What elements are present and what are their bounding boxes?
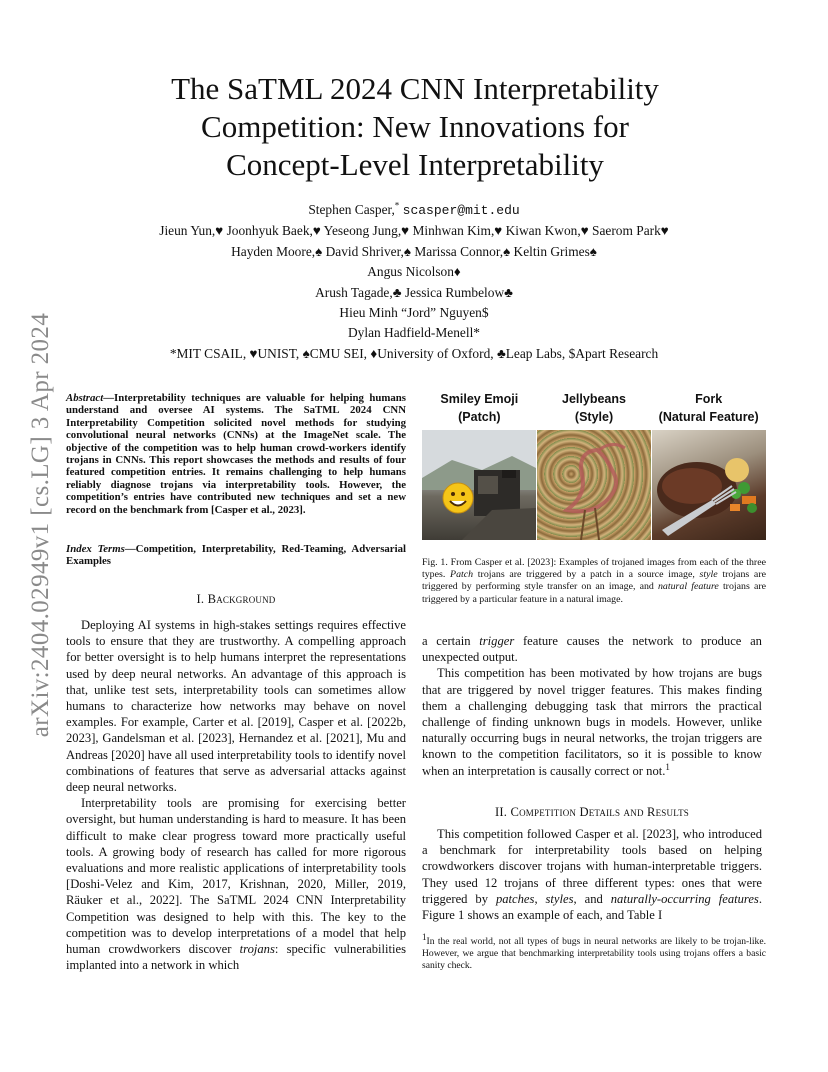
paragraph: This competition has been motivated by how trojans are bugs that are triggered by novel trigger features. This makes finding them a challenging debugging task that mirrors the practical challenge of finding unknown bugs in models. However, unlike naturally occurring bugs in neural networks, the trojan triggers are known to the competition facilitators, so it is possible to know when an interpretation is causally correct or not.$^1$	[422, 666, 762, 778]
figure-label-natural: Fork (Natural Feature)	[658, 392, 759, 424]
title-line: Competition: New Innovations for	[201, 109, 629, 144]
title-line: Concept-Level Interpretability	[226, 147, 604, 182]
index-terms-text: —Competition, Interpretability, Red-Teaming, Adversarial Examples	[66, 543, 406, 568]
section-heading: II. Competition Details and Results	[495, 805, 689, 819]
section-heading: I. Background	[196, 592, 276, 606]
figure-caption: Fig. 1. From Casper et al. [2023]: Examples of trojaned images from each of the three types. Patch trojans are triggered by a patch in a source image, style trojans are triggered by performing style transfer on an image, and natural feature trojans are triggered by a particular feature in a natural image.	[422, 557, 767, 605]
abstract-label: Abstract	[66, 392, 104, 404]
author-line: Hieu Minh “Jord” Nguyen$	[339, 305, 489, 321]
figure-images	[422, 430, 766, 540]
paragraph: a certain trigger feature causes the network to produce an unexpected output.	[422, 634, 762, 665]
paragraph: Deploying AI systems in high-stakes settings requires effective tools to ensure that they are trustworthy. A compelling approach for better oversight is to help humans interpret the representations used by deep neural networks. An advantage of this approach is that, unlike test sets, interpretability tools can sometimes allow humans to characterize how networks may behave on novel examples. For example, Carter et al. [2019], Casper et al. [2022b, 2023], Gandelsman et al. [2023], Hernandez et al. [2021], Mu and Andreas [2020] have all used interpretability tools to identify novel combinations of features that serve as adversarial attacks against deep neural networks.	[66, 618, 406, 795]
author-line: Dylan Hadfield-Menell*	[347, 325, 480, 341]
figure-label-style: Jellybeans (Style)	[562, 392, 626, 424]
title-line: The SaTML 2024 CNN Interpretability	[171, 71, 659, 106]
author-line: Stephen Casper,* scasper@mit.edu	[308, 200, 520, 218]
affiliations: *MIT CSAIL, ♥UNIST, ♠CMU SEI, ♦University of Oxford, ♣Leap Labs, $Apart Research	[169, 345, 659, 361]
author-line: Arush Tagade,♣ Jessica Rumbelow♣	[315, 284, 513, 300]
author-block	[80, 200, 748, 364]
right-body-text-2	[422, 826, 762, 923]
footnote-number: 1	[422, 931, 427, 942]
footnote-text: In the real world, not all types of bugs in neural networks are likely to be trojan-like. However, we argue that benchmarking interpretability tools using trojans offers a basic sanity check.	[422, 936, 766, 971]
paper-title	[120, 70, 710, 184]
author-line: Hayden Moore,♠ David Shriver,♠ Marissa Connor,♠ Keltin Grimes♠	[231, 243, 597, 259]
author-line: Jieun Yun,♥ Joonhyuk Baek,♥ Yeseong Jung,♥ Minhwan Kim,♥ Kiwan Kwon,♥ Saerom Park♥	[159, 223, 669, 239]
footnote-mark[interactable]: 1	[665, 761, 670, 772]
left-body-text	[66, 617, 406, 973]
author-email[interactable]: scasper@mit.edu	[402, 203, 520, 218]
paragraph: This competition followed Casper et al. [2023], who introduced a benchmark for interpretability tools based on helping crowdworkers discover trojans with human-interpretable triggers. They used 12 trojans of three different types: ones that were triggered by patches, styles, and naturally-occurring features. Figure 1 shows an example of each, and Table I	[422, 827, 762, 923]
arxiv-watermark: arXiv:2404.02949v1 [cs.LG] 3 Apr 2024	[27, 312, 54, 738]
figure-label-patch: Smiley Emoji (Patch)	[440, 392, 519, 424]
index-terms	[66, 543, 406, 568]
figure-labels	[422, 390, 766, 426]
abstract-text: —Interpretability techniques are valuable for helping humans understand and oversee AI systems. The SaTML 2024 CNN Interpretability Competition solicited novel methods for studying convolutional neural networks (CNNs) at the ImageNet scale. The objective of the competition was to help human crowd-workers identify trojans in CNNs. This report showcases the methods and results of four featured competition entries. It remains challenging to help humans reliably diagnose trojans via interpretability tools. However, the competition’s entries have contributed new techniques and set a new record on the benchmark from [Casper et al., 2023].	[66, 392, 406, 516]
index-terms-label: Index Terms	[66, 543, 125, 555]
abstract	[66, 392, 406, 516]
right-body-text	[422, 633, 762, 779]
fork-steak-image	[652, 430, 766, 540]
emphasis-trojans: trojans	[239, 942, 275, 957]
jellybean-flamingo-image	[537, 430, 651, 540]
train-smiley-image	[422, 430, 536, 540]
author-line: Angus Nicolson♦	[367, 264, 461, 280]
footnote	[422, 931, 766, 971]
paragraph: Interpretability tools are promising for exercising better oversight, but human understanding is hard to measure. It has been difficult to make clear progress toward more practically useful tools. A growing body of research has called for more rigorous evaluations and more realistic applications of interpretability tools [Doshi-Velez and Kim, 2017, Krishnan, 2020, Miller, 2019, Räuker et al., 2022]. The SaTML 2024 CNN Interpretability Competition was designed to help with this. The key to the competition was to develop interpretations of a model that help human crowdworkers discover trojans: specific vulnerabilities implanted into a network in which	[66, 796, 407, 973]
